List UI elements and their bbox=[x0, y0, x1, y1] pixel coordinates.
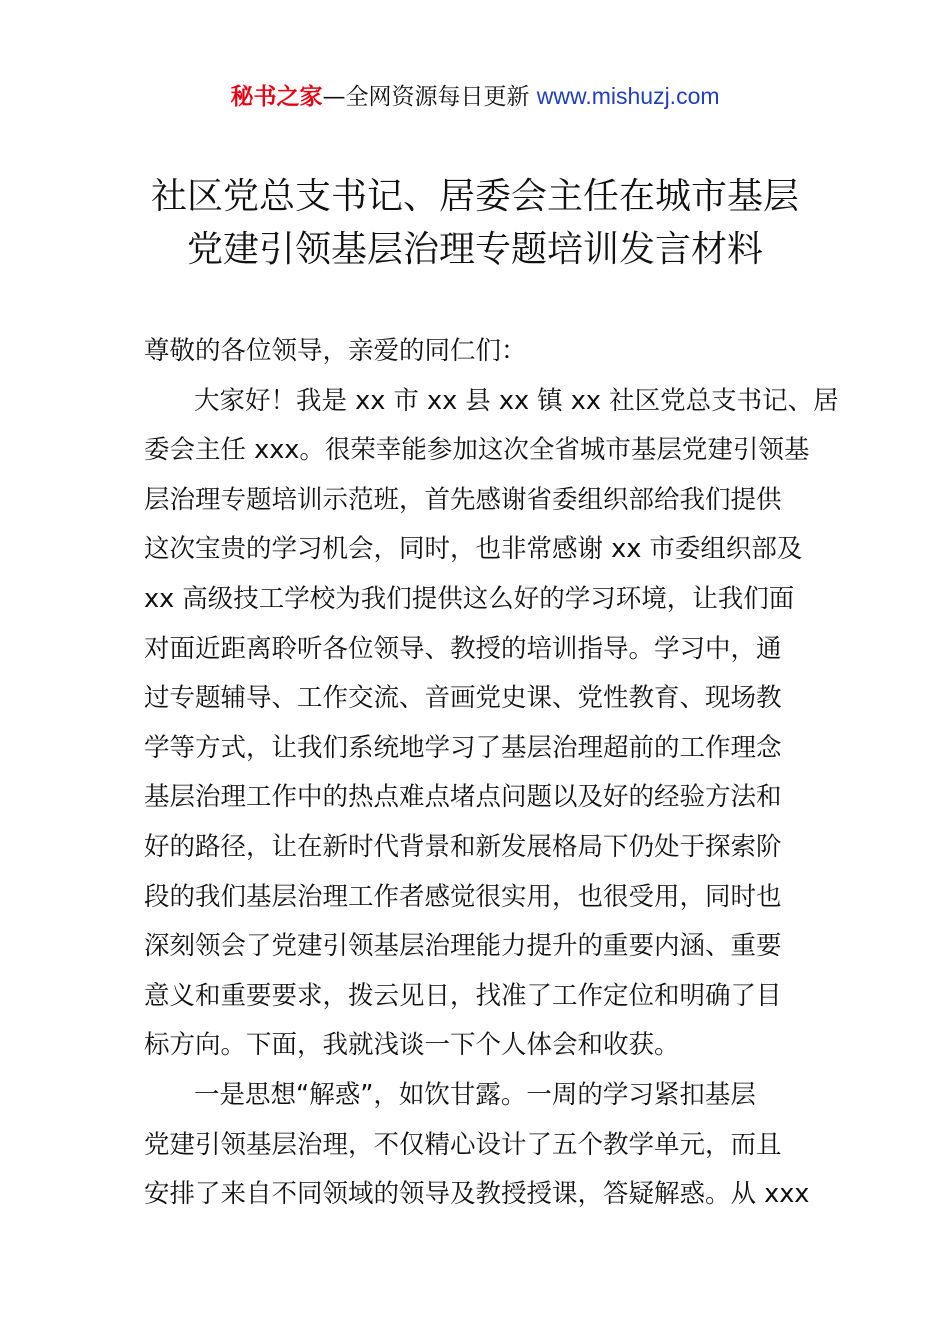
body-line: 好的路径，让在新时代背景和新发展格局下仍处于探索阶 bbox=[144, 831, 782, 862]
site-url-link[interactable]: www.mishuzj.com bbox=[536, 83, 720, 109]
salutation: 尊敬的各位领导，亲爱的同仁们： bbox=[144, 336, 527, 366]
document-title bbox=[0, 170, 950, 276]
body-line: 标方向。下面，我就浅谈一下个人体会和收获。 bbox=[144, 1030, 680, 1061]
title-line: 社区党总支书记、居委会主任在城市基层 bbox=[150, 176, 799, 217]
body-line: 这次宝贵的学习机会，同时，也非常感谢 xx 市委组织部及 bbox=[144, 534, 803, 565]
body-line: 大家好！我是 xx 市 xx 县 xx 镇 xx 社区党总支书记、居 bbox=[194, 385, 839, 416]
body-line: xx 高级技工学校为我们提供这么好的学习环境，让我们面 bbox=[144, 583, 795, 614]
body-line: 基层治理工作中的热点难点堵点问题以及好的经验方法和 bbox=[144, 782, 782, 813]
body-line: 委会主任 xxx。很荣幸能参加这次全省城市基层党建引领基 bbox=[144, 435, 810, 466]
site-tagline: —全网资源每日更新 bbox=[322, 84, 537, 110]
body-line: 过专题辅导、工作交流、音画党史课、党性教育、现场教 bbox=[144, 683, 782, 714]
body-line: 深刻领会了党建引领基层治理能力提升的重要内涵、重要 bbox=[144, 931, 782, 962]
body-line: 意义和重要要求，拨云见日，找准了工作定位和明确了目 bbox=[144, 980, 782, 1011]
site-brand: 秘书之家 bbox=[230, 84, 323, 110]
site-header bbox=[0, 80, 950, 113]
title-line: 党建引领基层治理专题培训发言材料 bbox=[186, 229, 763, 270]
body-line: 层治理专题培训示范班，首先感谢省委组织部给我们提供 bbox=[144, 484, 782, 515]
body-line: 对面近距离聆听各位领导、教授的培训指导。学习中，通 bbox=[144, 633, 782, 664]
document-body bbox=[144, 327, 839, 1220]
body-line: 一是思想“解惑”，如饮甘露。一周的学习紧扣基层 bbox=[194, 1079, 756, 1110]
body-line: 学等方式，让我们系统地学习了基层治理超前的工作理念 bbox=[144, 732, 782, 763]
body-line: 段的我们基层治理工作者感觉很实用，也很受用，同时也 bbox=[144, 881, 782, 912]
body-line: 安排了来自不同领域的领导及教授授课，答疑解惑。从 xxx bbox=[144, 1179, 810, 1210]
body-line: 党建引领基层治理，不仅精心设计了五个教学单元，而且 bbox=[144, 1129, 782, 1160]
